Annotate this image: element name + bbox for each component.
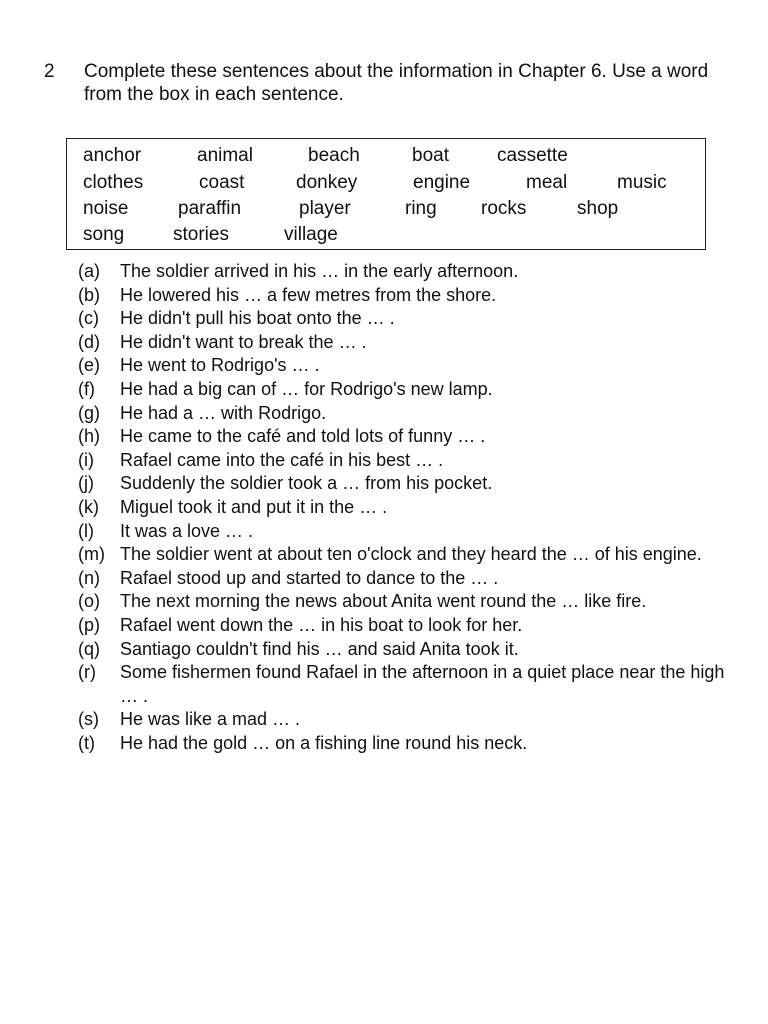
word-box-word: song [83,224,125,245]
list-item [78,661,738,708]
list-item [78,614,738,638]
item-text: Santiago couldn't find his … and said Anita took it. [120,638,519,659]
item-label: (h) [78,426,100,447]
word-box-word: village [284,224,338,245]
list-item [78,378,738,402]
list-item [78,402,738,426]
word-box-word: boat [412,145,449,166]
list-item [78,732,738,756]
list-item [78,590,738,614]
word-box-word: donkey [296,172,358,193]
item-label: (i) [78,449,94,470]
item-label: (m) [78,544,105,565]
word-box-word: anchor [83,145,142,166]
item-label: (f) [78,378,95,399]
list-item [78,307,738,331]
question-number: 2 [44,61,55,82]
item-text: Rafael stood up and started to dance to the … . [120,567,499,588]
list-item [78,260,738,284]
word-box-word: clothes [83,172,144,193]
word-box-word: meal [526,172,568,193]
list-item [78,520,738,544]
word-box-word: beach [308,145,360,166]
item-label: (c) [78,308,99,329]
word-box-word: coast [199,172,245,193]
question-instruction: Complete these sentences about the information in Chapter 6. Use a word from the box in each sentence. [84,61,709,105]
item-text: He had a big can of … for Rodrigo's new lamp. [120,378,493,399]
list-item [78,449,738,473]
item-text: It was a love … . [120,520,254,541]
item-label: (d) [78,331,100,352]
item-label: (t) [78,732,95,753]
item-text: He had the gold … on a fishing line round his neck. [120,732,528,753]
item-label: (r) [78,662,96,683]
list-item [78,472,738,496]
word-box-word: ring [405,198,437,219]
word-box-word: engine [413,172,471,193]
item-text: Some fishermen found Rafael in the afternoon in a quiet place near the high … . [120,662,725,706]
item-label: (k) [78,496,99,517]
item-text: Miguel took it and put it in the … . [120,496,388,517]
list-item [78,331,738,355]
item-label: (e) [78,355,100,376]
item-label: (b) [78,284,100,305]
item-text: He lowered his … a few metres from the shore. [120,284,497,305]
word-box-word: noise [83,198,129,219]
word-box-word: music [617,172,667,193]
list-item [78,567,738,591]
word-box-word: animal [197,145,253,166]
item-text: He was like a mad … . [120,709,301,730]
list-item [78,425,738,449]
word-box-word: player [299,198,351,219]
item-text: The soldier went at about ten o'clock and they heard the … of his engine. [120,544,702,565]
word-box-word: cassette [497,145,568,166]
sentence-list [78,260,738,755]
word-box-word: rocks [481,198,527,219]
item-label: (g) [78,402,100,423]
list-item [78,638,738,662]
item-text: He went to Rodrigo's … . [120,355,320,376]
item-text: He had a … with Rodrigo. [120,402,327,423]
item-label: (j) [78,473,94,494]
item-text: The soldier arrived in his … in the early afternoon. [120,261,519,281]
word-box-word: paraffin [178,198,242,219]
item-label: (n) [78,567,100,588]
item-label: (o) [78,591,100,612]
word-box-word: shop [577,198,619,219]
item-text: The next morning the news about Anita went round the … like fire. [120,591,647,612]
item-label: (a) [78,261,100,281]
item-text: Rafael came into the café in his best … . [120,449,444,470]
word-box [66,138,706,250]
list-item [78,354,738,378]
item-label: (q) [78,638,100,659]
item-label: (p) [78,614,100,635]
list-item [78,496,738,520]
list-item [78,708,738,732]
item-text: Suddenly the soldier took a … from his pocket. [120,473,493,494]
list-item [78,543,738,567]
item-text: Rafael went down the … in his boat to look for her. [120,614,523,635]
word-box-word: stories [173,224,229,245]
item-text: He didn't pull his boat onto the … . [120,308,395,329]
item-label: (s) [78,709,99,730]
item-label: (l) [78,520,94,541]
item-text: He didn't want to break the … . [120,331,367,352]
item-text: He came to the café and told lots of funny … . [120,426,486,447]
list-item [78,284,738,308]
